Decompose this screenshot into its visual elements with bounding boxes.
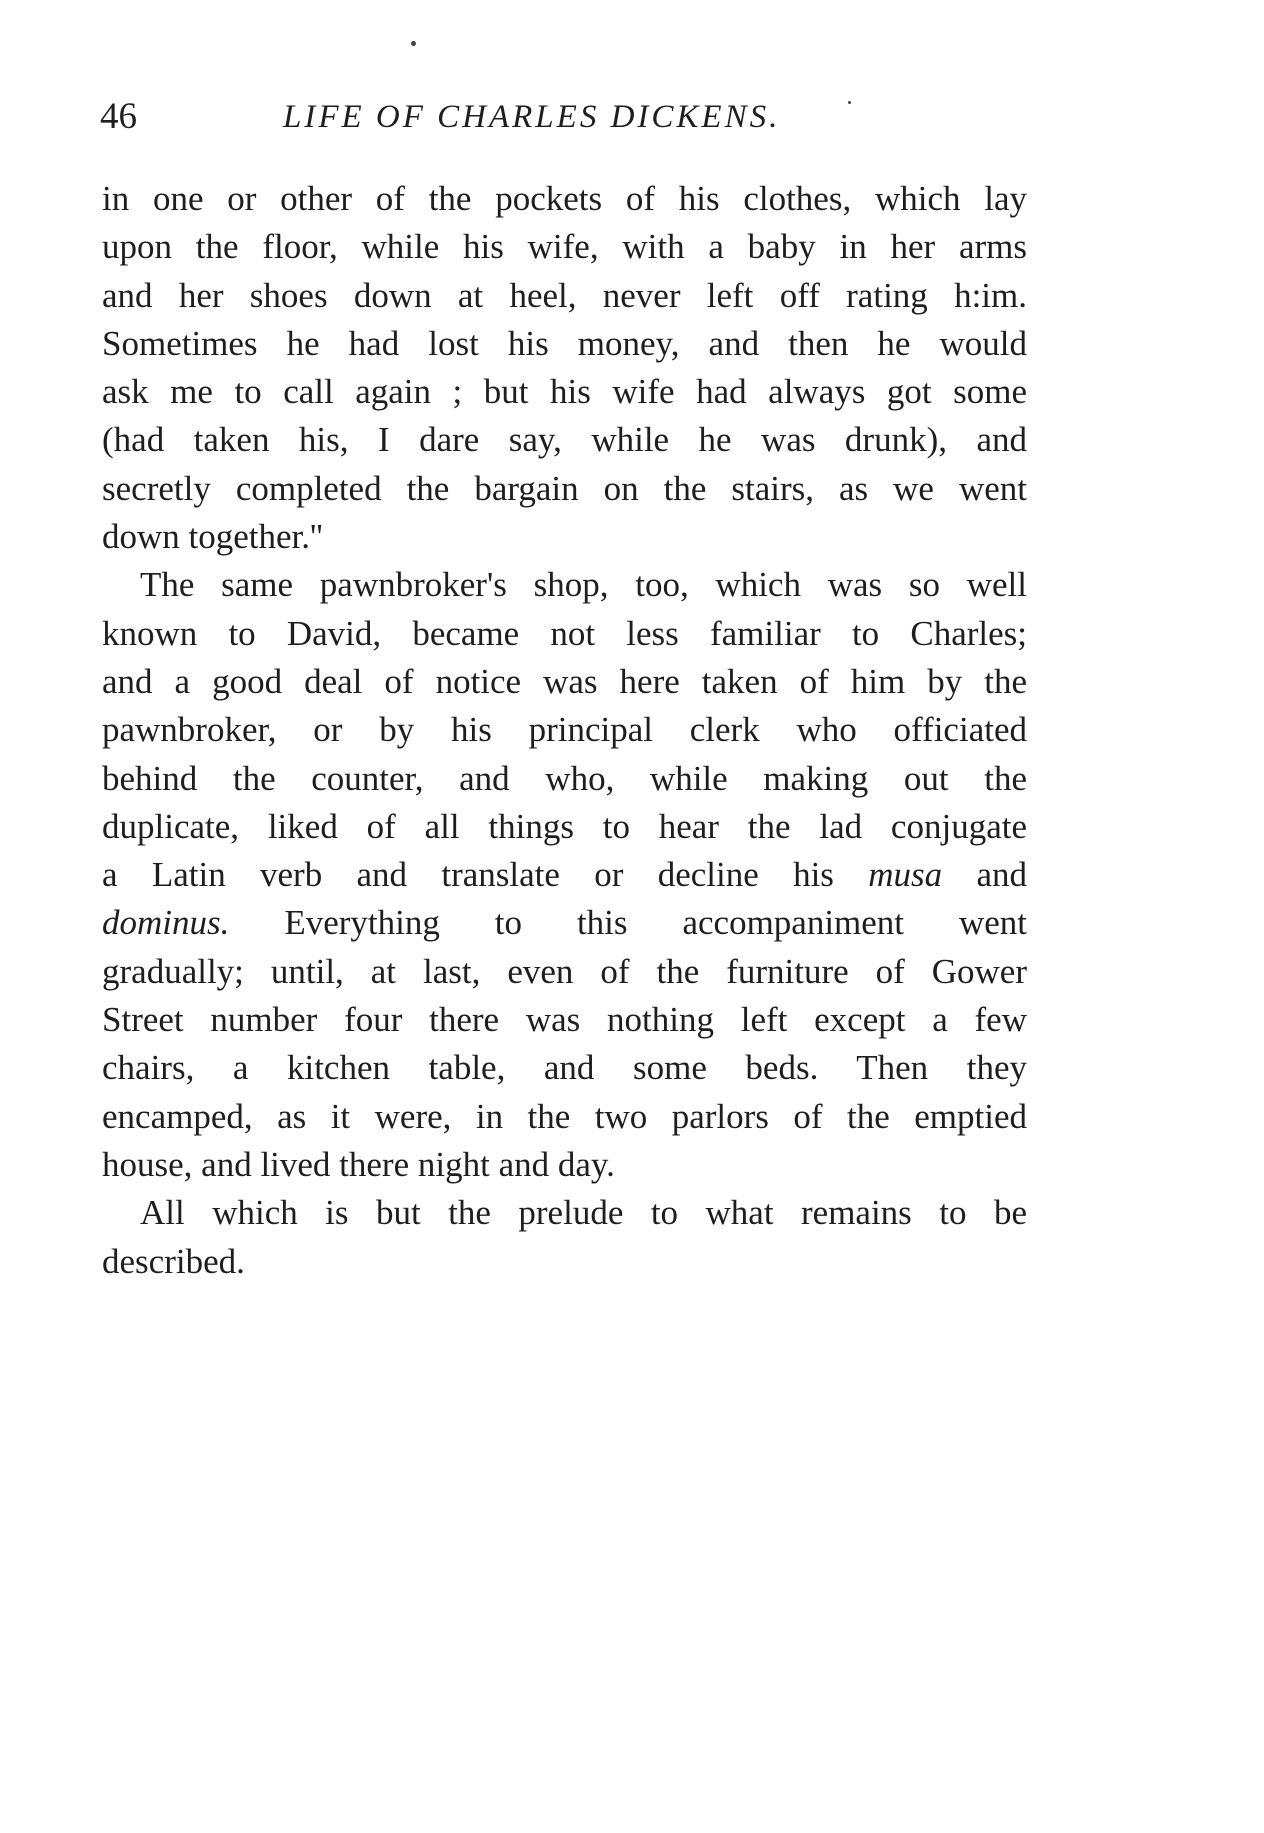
paragraph-1 — [102, 175, 1027, 561]
text-line-with-italics — [102, 851, 1027, 899]
text-line: chairs, a kitchen table, and some beds. Then they — [102, 1048, 1027, 1088]
text-line: in one or other of the pockets of his clothes, which lay — [102, 179, 1027, 218]
text-line: Sometimes he had lost his money, and then he would — [102, 323, 1027, 363]
text-line: duplicate, liked of all things to hear the lad conjugate — [102, 806, 1027, 846]
text-line: (had taken his, I dare say, while he was drunk), and — [102, 420, 1027, 460]
text-line: and a good deal of notice was here taken of him by the — [102, 661, 1027, 701]
text-line: gradually; until, at last, even of the furniture of Gower — [102, 951, 1027, 991]
paragraph-3 — [102, 1189, 1027, 1286]
text-line: encamped, as it were, in the two parlors of the emptied — [102, 1096, 1027, 1136]
text-line: behind the counter, and who, while making out the — [102, 758, 1027, 798]
text-line: secretly completed the bargain on the stairs, as we went — [102, 468, 1027, 508]
text-line: All which is but the prelude to what remains to be — [140, 1193, 1027, 1233]
text-line: down together.'' — [102, 517, 323, 557]
text-fragment: a Latin verb and translate or decline his — [102, 855, 834, 895]
print-speck — [411, 41, 416, 46]
text-fragment: Everything to this accompaniment went — [284, 903, 1028, 943]
text-line: and her shoes down at heel, never left off rating h:im. — [102, 275, 1027, 315]
paragraph-2 — [102, 561, 1027, 1189]
text-line: house, and lived there night and day. — [102, 1144, 615, 1184]
text-line-with-italics — [102, 899, 1027, 947]
text-fragment: and — [976, 855, 1027, 895]
body-text — [102, 175, 1027, 1286]
text-line: described. — [102, 1241, 245, 1281]
text-line: The same pawnbroker's shop, too, which was so well — [140, 565, 1027, 605]
italic-word: dominus. — [102, 903, 230, 943]
italic-word: musa — [868, 855, 943, 895]
page-header — [100, 92, 1030, 142]
page-number: 46 — [100, 96, 137, 137]
text-line: pawnbroker, or by his principal clerk who officiated — [102, 710, 1027, 750]
text-line: upon the floor, while his wife, with a baby in her arms — [102, 227, 1027, 267]
text-line: ask me to call again ; but his wife had always got some — [102, 372, 1027, 412]
text-line: known to David, became not less familiar to Charles; — [102, 613, 1027, 653]
text-line: Street number four there was nothing left except a few — [102, 1000, 1027, 1040]
running-title: LIFE OF CHARLES DICKENS. — [283, 99, 781, 135]
